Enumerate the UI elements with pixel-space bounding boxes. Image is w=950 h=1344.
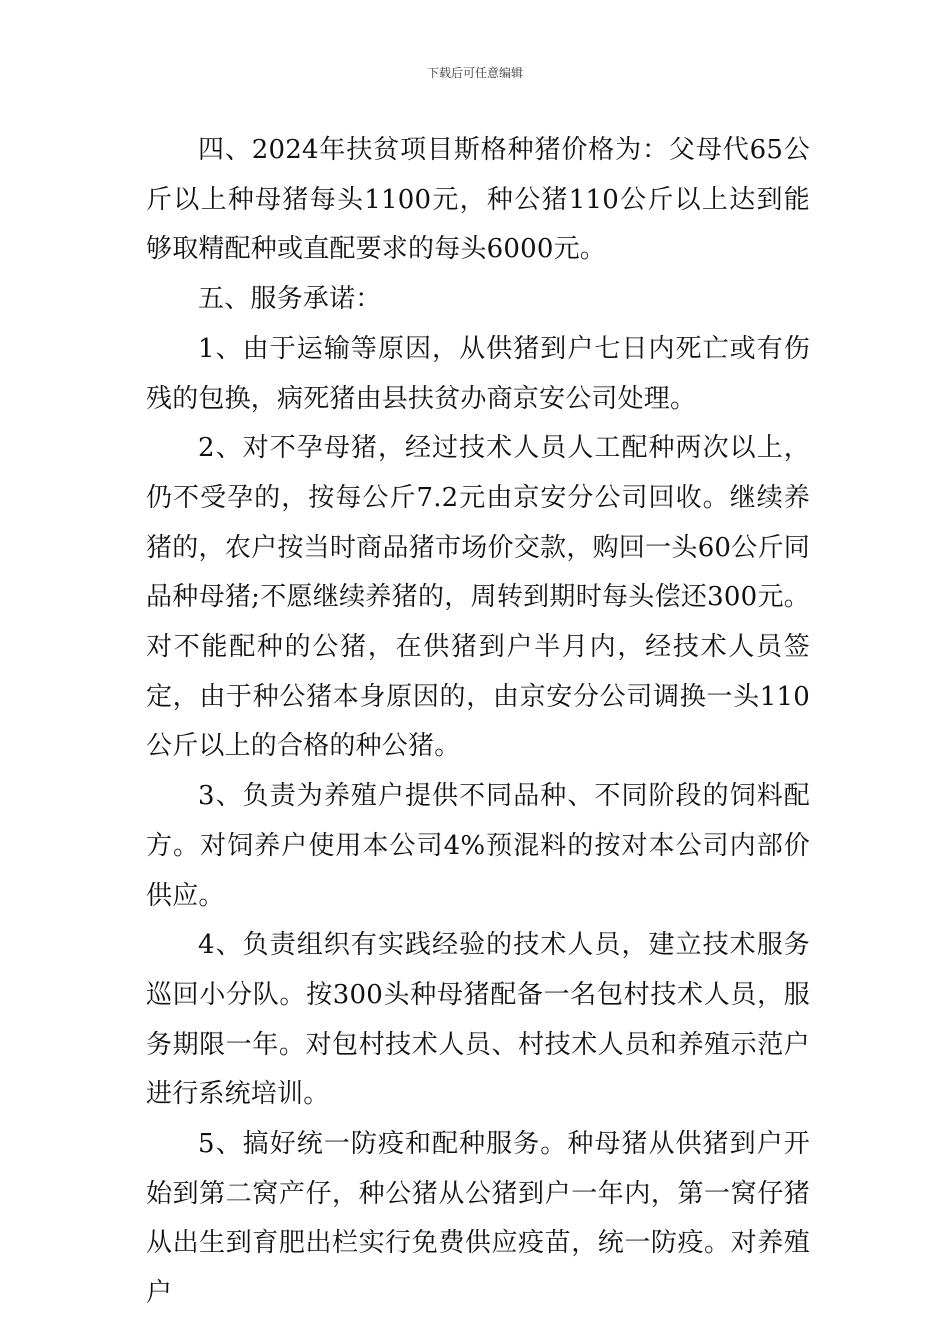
paragraph-item-2: 2、对不孕母猪，经过技术人员人工配种两次以上，仍不受孕的，按每公斤7.2元由京安分公司回收。继续养猪的，农户按当时商品猪市场价交款，购回一头60公斤同品种母猪;不愿继续养猪的，周转到期时每头偿还300元。对不能配种的公猪，在供猪到户半月内，经技术人员签定，由于种公猪本身原因的，由京安分公司调换一头110公斤以上的合格的种公猪。	[146, 433, 810, 762]
paragraph-price: 四、2024年扶贫项目斯格种猪价格为：父母代65公斤以上种母猪每头1100元，种公猪110公斤以上达到能够取精配种或直配要求的每头6000元。	[146, 135, 810, 265]
page-header: 下载后可任意编辑	[426, 66, 523, 80]
paragraph-item-3: 3、负责为养殖户提供不同品种、不同阶段的饲料配方。对饲养户使用本公司4%预混料的按对本公司内部价供应。	[146, 781, 810, 911]
paragraph-item-5: 5、搞好统一防疫和配种服务。种母猪从供猪到户开始到第二窝产仔，种公猪从公猪到户一年内，第一窝仔猪从出生到育肥出栏实行免费供应疫苗，统一防疫。对养殖户	[146, 1129, 810, 1309]
paragraph-item-1: 1、由于运输等原因，从供猪到户七日内死亡或有伤残的包换，病死猪由县扶贫办商京安公司处理。	[146, 333, 810, 414]
paragraph-item-4: 4、负责组织有实践经验的技术人员，建立技术服务巡回小分队。按300头种母猪配备一名包村技术人员，服务期限一年。对包村技术人员、村技术人员和养殖示范户进行系统培训。	[146, 930, 810, 1110]
paragraph-service-heading: 五、服务承诺：	[198, 284, 382, 315]
document-body	[146, 126, 810, 1319]
